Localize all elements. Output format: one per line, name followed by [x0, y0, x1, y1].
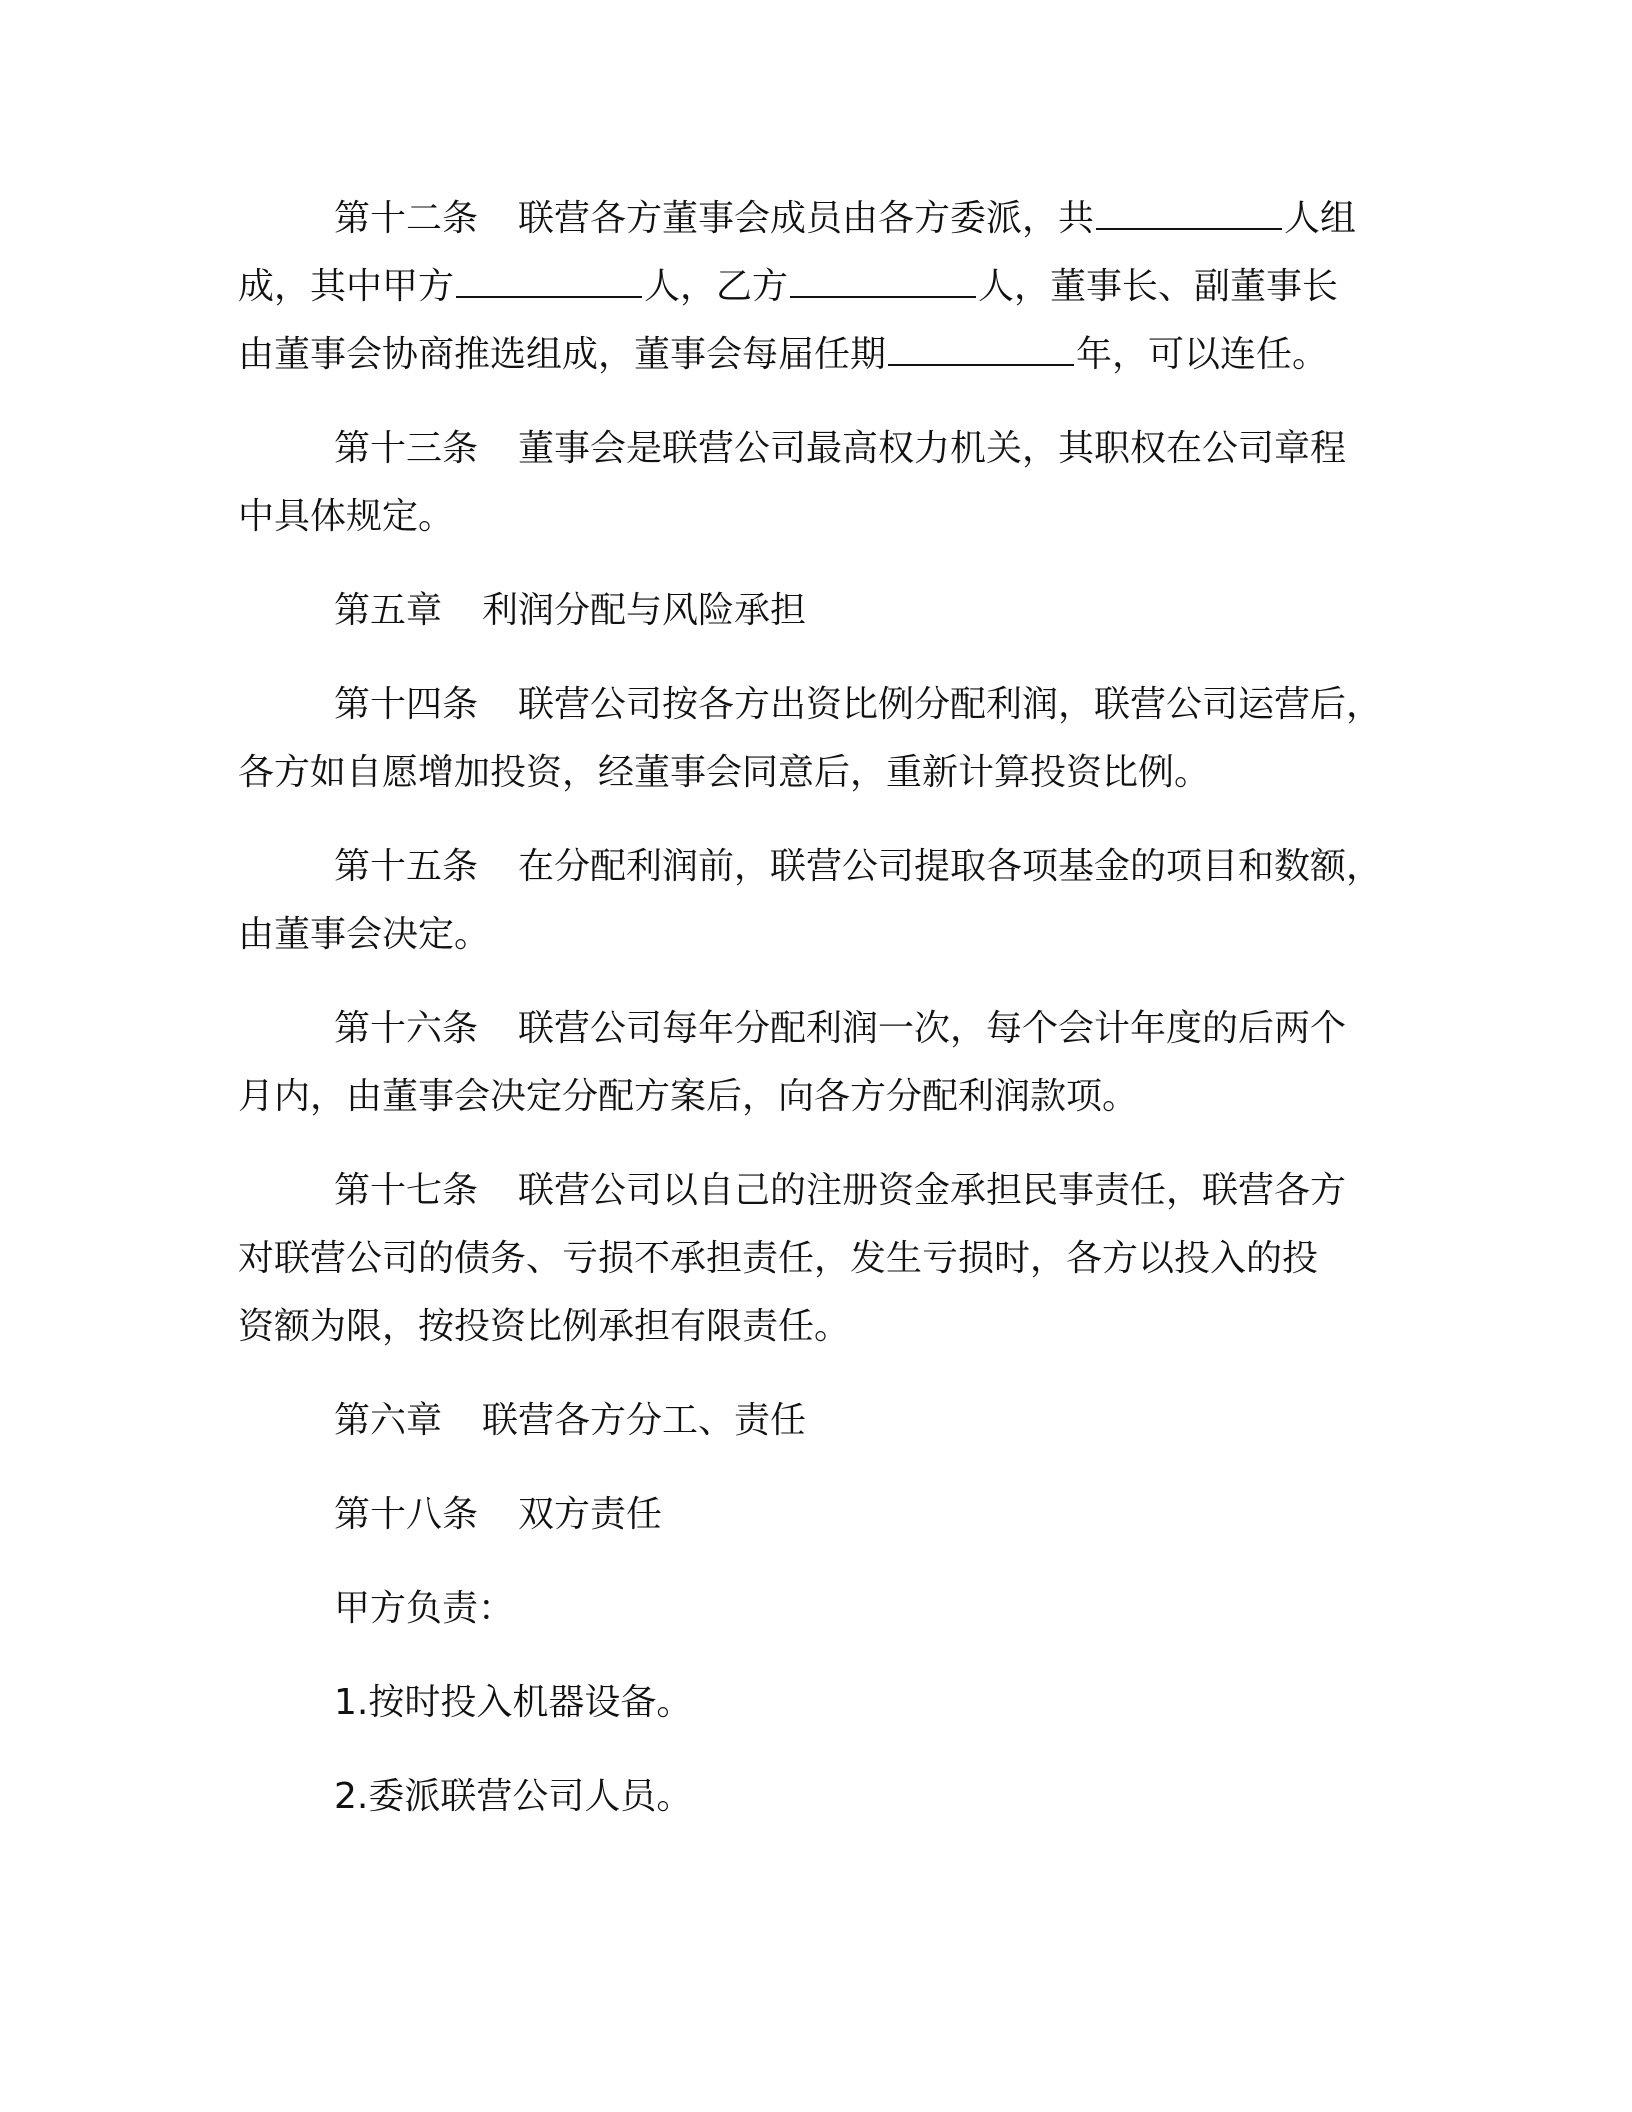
list-item	[238, 1763, 1398, 1831]
chapter-6-line	[238, 1387, 1398, 1455]
article-17-line-1	[238, 1157, 1398, 1225]
blank-party-b-members	[790, 266, 976, 298]
article-17-text-3: 资额为限，按投资比例承担有限责任。	[238, 1306, 851, 1347]
article-12-text-2c: 人，董事长、副董事长	[978, 266, 1339, 307]
article-16-text-2: 月内，由董事会决定分配方案后，向各方分配利润款项。	[238, 1076, 1139, 1117]
chapter-5-line	[238, 577, 1398, 645]
party-a-heading: 甲方负责：	[334, 1588, 515, 1629]
article-12-line-1	[238, 185, 1398, 253]
article-15-line-2	[238, 901, 1398, 969]
article-16-text-1: 联营公司每年分配利润一次，每个会计年度的后两个	[518, 1008, 1347, 1049]
article-17	[238, 1157, 1398, 1361]
party-a-section	[238, 1575, 1398, 1643]
article-13-heading: 第十三条	[334, 428, 479, 469]
article-12-text-3b: 年，可以连任。	[1076, 334, 1329, 375]
list-item	[238, 1669, 1398, 1737]
document-body	[238, 185, 1398, 1857]
article-16-line-2	[238, 1063, 1398, 1131]
article-16-heading: 第十六条	[334, 1008, 479, 1049]
article-15-text-1: 在分配利润前，联营公司提取各项基金的项目和数额，	[518, 846, 1383, 887]
article-18-title: 双方责任	[518, 1494, 663, 1535]
article-12-text-2a: 成，其中甲方	[238, 266, 455, 307]
list-item-2: 2.委派联营公司人员。	[334, 1776, 693, 1817]
article-17-text-1: 联营公司以自己的注册资金承担民事责任，联营各方	[518, 1170, 1347, 1211]
blank-board-total	[1096, 198, 1282, 230]
article-15-heading: 第十五条	[334, 846, 479, 887]
article-15-line-1	[238, 833, 1398, 901]
article-13-text-2: 中具体规定。	[238, 496, 455, 537]
chapter-5-title: 利润分配与风险承担	[482, 590, 807, 631]
article-17-line-2	[238, 1225, 1398, 1293]
article-14	[238, 671, 1398, 807]
article-12-text-3a: 由董事会协商推选组成，董事会每届任期	[238, 334, 887, 375]
chapter-6-title: 联营各方分工、责任	[482, 1400, 807, 1441]
article-13-line-2	[238, 483, 1398, 551]
article-14-line-2	[238, 739, 1398, 807]
chapter-5	[238, 577, 1398, 645]
chapter-5-heading: 第五章	[334, 590, 443, 631]
article-16	[238, 995, 1398, 1131]
article-12-text-2b: 人，乙方	[644, 266, 789, 307]
article-17-heading: 第十七条	[334, 1170, 479, 1211]
article-13	[238, 415, 1398, 551]
article-13-text-1: 董事会是联营公司最高权力机关，其职权在公司章程	[518, 428, 1347, 469]
article-12-text-1a: 联营各方董事会成员由各方委派，共	[518, 198, 1095, 239]
article-16-line-1	[238, 995, 1398, 1063]
article-13-line-1	[238, 415, 1398, 483]
article-14-text-1: 联营公司按各方出资比例分配利润，联营公司运营后，	[518, 684, 1383, 725]
chapter-6	[238, 1387, 1398, 1455]
article-17-text-2: 对联营公司的债务、亏损不承担责任，发生亏损时，各方以投入的投	[238, 1238, 1319, 1279]
article-14-line-1	[238, 671, 1398, 739]
article-12-line-3	[238, 321, 1398, 389]
article-14-text-2: 各方如自愿增加投资，经董事会同意后，重新计算投资比例。	[238, 752, 1211, 793]
article-12-text-1b: 人组	[1284, 198, 1357, 239]
article-18	[238, 1481, 1398, 1549]
blank-term-years	[888, 334, 1074, 366]
article-12-heading: 第十二条	[334, 198, 479, 239]
article-12-line-2	[238, 253, 1398, 321]
blank-party-a-members	[456, 266, 642, 298]
chapter-6-heading: 第六章	[334, 1400, 443, 1441]
list-item-1: 1.按时投入机器设备。	[334, 1682, 693, 1723]
article-17-line-3	[238, 1293, 1398, 1361]
article-15-text-2: 由董事会决定。	[238, 914, 491, 955]
article-12	[238, 185, 1398, 389]
article-18-line	[238, 1481, 1398, 1549]
article-14-heading: 第十四条	[334, 684, 479, 725]
article-15	[238, 833, 1398, 969]
article-18-heading: 第十八条	[334, 1494, 479, 1535]
